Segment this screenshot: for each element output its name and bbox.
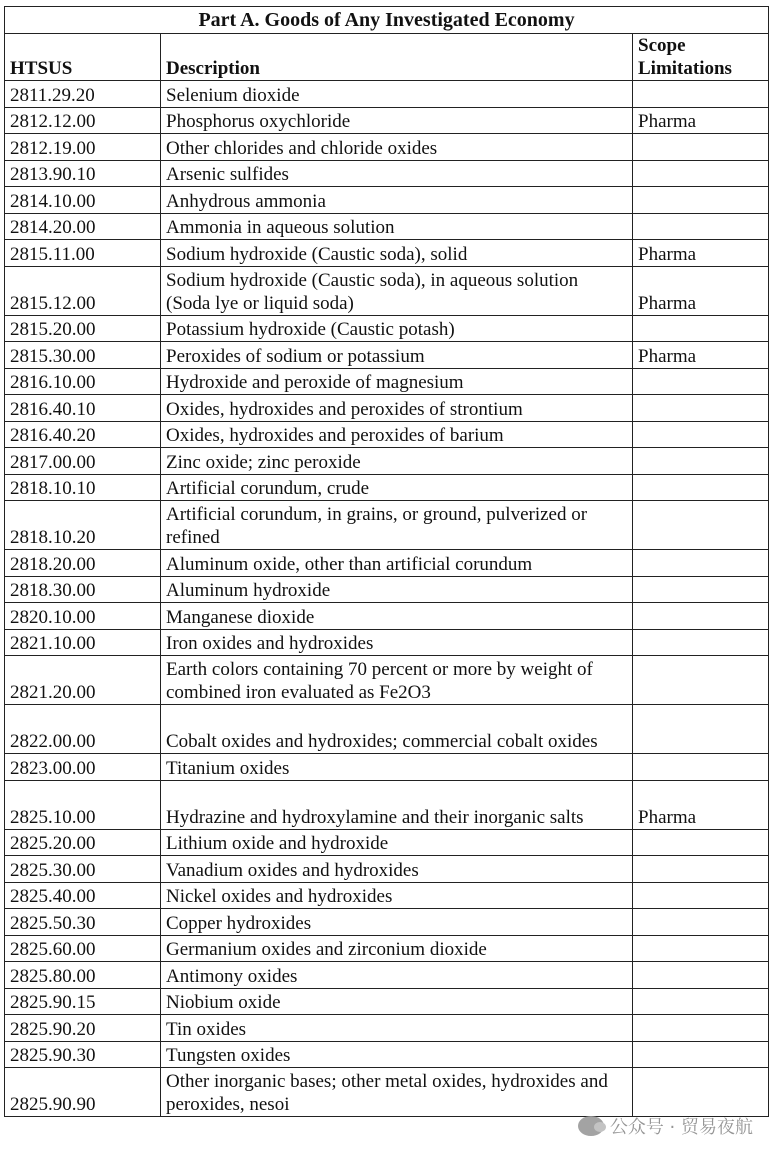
cell-description: Hydrazine and hydroxylamine and their inorganic salts [161, 780, 633, 829]
cell-scope: Pharma [633, 240, 769, 267]
cell-description: Niobium oxide [161, 988, 633, 1015]
cell-description: Tin oxides [161, 1015, 633, 1042]
cell-scope: Pharma [633, 780, 769, 829]
cell-description: Artificial corundum, crude [161, 474, 633, 501]
cell-htsus: 2825.60.00 [5, 935, 161, 962]
cell-scope [633, 935, 769, 962]
table-row [5, 134, 769, 161]
cell-htsus: 2825.90.90 [5, 1068, 161, 1117]
cell-htsus: 2818.30.00 [5, 576, 161, 603]
cell-scope [633, 909, 769, 936]
table-row [5, 988, 769, 1015]
cell-htsus: 2818.10.10 [5, 474, 161, 501]
cell-description: Aluminum hydroxide [161, 576, 633, 603]
cell-htsus: 2814.20.00 [5, 213, 161, 240]
cell-scope [633, 962, 769, 989]
cell-scope [633, 656, 769, 705]
cell-scope: Pharma [633, 342, 769, 369]
cell-description: Lithium oxide and hydroxide [161, 829, 633, 856]
cell-description: Germanium oxides and zirconium dioxide [161, 935, 633, 962]
table-row [5, 501, 769, 550]
cell-description: Hydroxide and peroxide of magnesium [161, 368, 633, 395]
table-row [5, 935, 769, 962]
cell-htsus: 2825.10.00 [5, 780, 161, 829]
cell-description: Phosphorus oxychloride [161, 107, 633, 134]
table-row [5, 213, 769, 240]
cell-htsus: 2815.30.00 [5, 342, 161, 369]
cell-description: Sodium hydroxide (Caustic soda), in aqueous solution (Soda lye or liquid soda) [161, 266, 633, 315]
cell-htsus: 2816.40.10 [5, 395, 161, 422]
table-row [5, 909, 769, 936]
cell-htsus: 2813.90.10 [5, 160, 161, 187]
cell-description: Sodium hydroxide (Caustic soda), solid [161, 240, 633, 267]
htsus-table [4, 6, 769, 1117]
cell-scope [633, 448, 769, 475]
cell-htsus: 2816.40.20 [5, 421, 161, 448]
cell-description: Antimony oxides [161, 962, 633, 989]
watermark [578, 1113, 753, 1139]
cell-description: Vanadium oxides and hydroxides [161, 856, 633, 883]
cell-scope [633, 213, 769, 240]
cell-description: Ammonia in aqueous solution [161, 213, 633, 240]
cell-htsus: 2825.90.15 [5, 988, 161, 1015]
table-row [5, 1068, 769, 1117]
cell-scope [633, 81, 769, 108]
cell-htsus: 2815.11.00 [5, 240, 161, 267]
table-row [5, 448, 769, 475]
cell-scope [633, 603, 769, 630]
cell-description: Manganese dioxide [161, 603, 633, 630]
table-row [5, 342, 769, 369]
table-header-row [5, 34, 769, 81]
table-row [5, 368, 769, 395]
cell-htsus: 2825.50.30 [5, 909, 161, 936]
table-row [5, 656, 769, 705]
cell-scope [633, 705, 769, 754]
cell-scope [633, 160, 769, 187]
cell-description: Earth colors containing 70 percent or more by weight of combined iron evaluated as Fe2O3 [161, 656, 633, 705]
table-row [5, 240, 769, 267]
cell-description: Other chlorides and chloride oxides [161, 134, 633, 161]
cell-description: Other inorganic bases; other metal oxides, hydroxides and peroxides, nesoi [161, 1068, 633, 1117]
table-row [5, 576, 769, 603]
header-scope-limitations: Scope Limitations [633, 34, 769, 81]
cell-htsus: 2823.00.00 [5, 754, 161, 781]
watermark-text: 公众号 · 贸易夜航 [609, 1117, 753, 1138]
table-row [5, 187, 769, 214]
cell-description: Copper hydroxides [161, 909, 633, 936]
cell-scope [633, 754, 769, 781]
cell-scope [633, 576, 769, 603]
cell-scope [633, 550, 769, 577]
table-title: Part A. Goods of Any Investigated Economy [5, 7, 769, 34]
cell-htsus: 2820.10.00 [5, 603, 161, 630]
cell-htsus: 2818.10.20 [5, 501, 161, 550]
cell-scope [633, 1015, 769, 1042]
table-row [5, 856, 769, 883]
table-row [5, 315, 769, 342]
cell-description: Potassium hydroxide (Caustic potash) [161, 315, 633, 342]
cell-htsus: 2822.00.00 [5, 705, 161, 754]
table-row [5, 629, 769, 656]
table-row [5, 81, 769, 108]
cell-description: Oxides, hydroxides and peroxides of strontium [161, 395, 633, 422]
cell-scope: Pharma [633, 107, 769, 134]
cell-scope [633, 134, 769, 161]
cell-scope [633, 1068, 769, 1117]
cell-description: Nickel oxides and hydroxides [161, 882, 633, 909]
cell-htsus: 2817.00.00 [5, 448, 161, 475]
table-body [5, 81, 769, 1117]
cell-htsus: 2815.12.00 [5, 266, 161, 315]
table-row [5, 603, 769, 630]
cell-htsus: 2825.90.20 [5, 1015, 161, 1042]
table-row [5, 882, 769, 909]
cell-description: Peroxides of sodium or potassium [161, 342, 633, 369]
cell-scope [633, 187, 769, 214]
cell-scope [633, 395, 769, 422]
cell-scope [633, 988, 769, 1015]
table-row [5, 421, 769, 448]
cell-htsus: 2825.80.00 [5, 962, 161, 989]
table-title-row [5, 7, 769, 34]
cell-description: Zinc oxide; zinc peroxide [161, 448, 633, 475]
cell-htsus: 2812.12.00 [5, 107, 161, 134]
cell-scope [633, 882, 769, 909]
cell-htsus: 2814.10.00 [5, 187, 161, 214]
table-row [5, 474, 769, 501]
cell-description: Iron oxides and hydroxides [161, 629, 633, 656]
header-description: Description [161, 34, 633, 81]
table-row [5, 107, 769, 134]
table-row [5, 754, 769, 781]
cell-htsus: 2825.90.30 [5, 1041, 161, 1068]
table-row [5, 962, 769, 989]
document-page [4, 6, 768, 1117]
cell-description: Selenium dioxide [161, 81, 633, 108]
table-row [5, 395, 769, 422]
cell-scope [633, 315, 769, 342]
table-row [5, 829, 769, 856]
cell-scope [633, 421, 769, 448]
cell-scope [633, 629, 769, 656]
table-row [5, 1015, 769, 1042]
table-row [5, 705, 769, 754]
cell-htsus: 2816.10.00 [5, 368, 161, 395]
cell-description: Tungsten oxides [161, 1041, 633, 1068]
cell-scope [633, 1041, 769, 1068]
cell-description: Oxides, hydroxides and peroxides of barium [161, 421, 633, 448]
cell-htsus: 2818.20.00 [5, 550, 161, 577]
cell-scope [633, 474, 769, 501]
cell-htsus: 2821.20.00 [5, 656, 161, 705]
cell-htsus: 2825.40.00 [5, 882, 161, 909]
cell-description: Arsenic sulfides [161, 160, 633, 187]
cell-description: Titanium oxides [161, 754, 633, 781]
cell-description: Artificial corundum, in grains, or ground, pulverized or refined [161, 501, 633, 550]
cell-scope [633, 368, 769, 395]
cell-htsus: 2825.30.00 [5, 856, 161, 883]
table-row [5, 266, 769, 315]
cell-htsus: 2821.10.00 [5, 629, 161, 656]
cell-description: Cobalt oxides and hydroxides; commercial cobalt oxides [161, 705, 633, 754]
cell-description: Aluminum oxide, other than artificial corundum [161, 550, 633, 577]
table-row [5, 550, 769, 577]
cell-scope: Pharma [633, 266, 769, 315]
table-row [5, 160, 769, 187]
cell-scope [633, 856, 769, 883]
table-row [5, 1041, 769, 1068]
header-htsus: HTSUS [5, 34, 161, 81]
table-row [5, 780, 769, 829]
cell-scope [633, 829, 769, 856]
cell-description: Anhydrous ammonia [161, 187, 633, 214]
cell-htsus: 2811.29.20 [5, 81, 161, 108]
cell-htsus: 2815.20.00 [5, 315, 161, 342]
wechat-icon [578, 1116, 604, 1136]
cell-htsus: 2825.20.00 [5, 829, 161, 856]
cell-htsus: 2812.19.00 [5, 134, 161, 161]
cell-scope [633, 501, 769, 550]
